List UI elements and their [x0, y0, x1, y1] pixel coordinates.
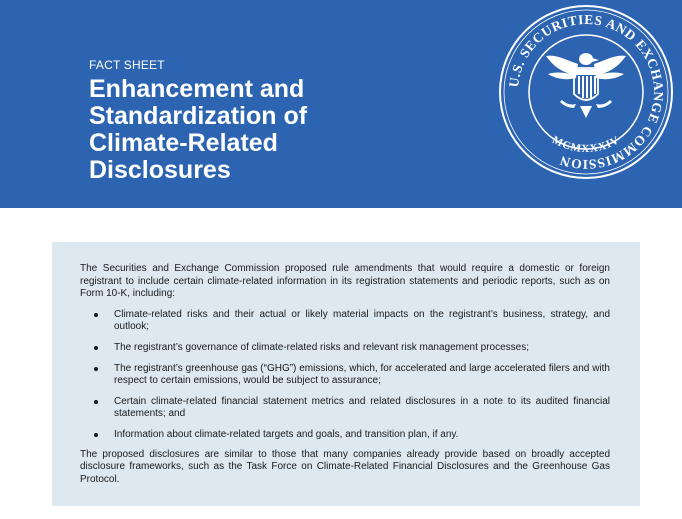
bullet-icon	[94, 400, 98, 404]
svg-text:MCMXXXIV	[550, 134, 622, 155]
summary-content	[80, 263, 610, 486]
list-item	[80, 363, 610, 388]
list-item-text: The registrant’s governance of climate-related risks and relevant risk management processes;	[114, 341, 530, 353]
list-item-text: The registrant’s greenhouse gas (“GHG”) emissions, which, for accelerated and large accelerated filers and with respect to certain emissions, would be subject to assurance;	[114, 362, 610, 387]
list-item	[80, 396, 610, 421]
closing-paragraph: The proposed disclosures are similar to those that many companies already provide based on broadly accepted disclosure frameworks, such as the Task Force on Climate-Related Financial Disclosures and the Greenhouse Gas Protocol.	[80, 448, 610, 485]
document-title	[89, 76, 419, 184]
title-line: Enhancement and	[89, 75, 305, 103]
title-line: Climate-Related	[89, 129, 278, 157]
title-line: Standardization of	[89, 102, 308, 130]
list-item	[80, 342, 610, 355]
intro-paragraph: The Securities and Exchange Commission proposed rule amendments that would require a domestic or foreign registrant to include certain climate-related information in its registration statements and periodic reports, such as on Form 10-K, including:	[80, 263, 610, 300]
seal-ring-text: U.S. SECURITIES AND EXCHANGE COMMISSION	[506, 11, 667, 173]
disclosure-list	[80, 309, 610, 442]
list-item-text: Certain climate-related financial statement metrics and related disclosures in a note to its audited financial statements; and	[114, 395, 610, 420]
bullet-icon	[94, 346, 98, 350]
sec-seal-logo	[496, 2, 676, 182]
bullet-icon	[94, 433, 98, 437]
list-item-text: Climate-related risks and their actual or likely material impacts on the registrant’s business, strategy, and outlook;	[114, 308, 610, 333]
document-label: FACT SHEET	[89, 58, 165, 72]
bullet-icon	[94, 367, 98, 371]
title-line: Disclosures	[89, 156, 231, 184]
list-item	[80, 429, 610, 442]
list-item	[80, 309, 610, 334]
bullet-icon	[94, 313, 98, 317]
list-item-text: Information about climate-related targets and goals, and transition plan, if any.	[114, 428, 459, 440]
seal-year-text: MCMXXXIV	[550, 134, 622, 156]
eagle-icon	[546, 53, 626, 118]
